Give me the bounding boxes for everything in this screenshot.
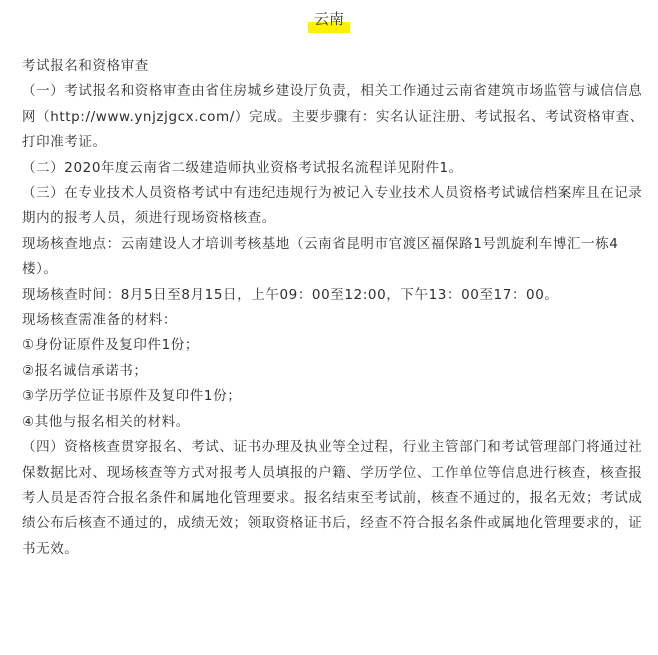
materials-item-id-card: ①身份证原件及复印件1份； [22,337,199,354]
paragraph-process: （二）2020年度云南省二级建造师执业资格考试报名流程详见附件1。 [22,159,463,176]
paragraph-location: 现场核查地点：云南建设人才培训考核基地（云南省昆明市官渡区福保路1号凯旋利车博汇一栋4楼）。 [22,235,619,278]
article-body [22,54,646,562]
materials-item-commitment: ②报名诚信承诺书； [22,362,148,379]
materials-item-other: ④其他与报名相关的材料。 [22,413,190,430]
section-title: 云南 [308,9,350,35]
title-wrapper [0,9,658,35]
paragraph-time: 现场核查时间：8月5日至8月15日，上午09：00至12:00，下午13：00至17：00。 [22,286,559,303]
paragraph-registration: （一）考试报名和资格审查由省住房城乡建设厅负责，相关工作通过云南省建筑市场监管与诚信信息网（http://www.ynjzjgcx.com/）完成。主要步骤有：实名认证注册、考试报名、考试资格审查、打印准考证。 [22,83,644,151]
section-heading: 考试报名和资格审查 [22,58,149,74]
paragraph-materials-heading: 现场核查需准备的材料： [22,312,178,329]
paragraph-onsite-check: （三）在专业技术人员资格考试中有违纪违规行为被记入专业技术人员资格考试诚信档案库且在记录期内的报考人员，须进行现场资格核查。 [22,185,643,227]
paragraph-verification: （四）资格核查贯穿报名、考试、证书办理及执业等全过程，行业主管部门和考试管理部门将通过社保数据比对、现场核查等方式对报考人员填报的户籍、学历学位、工作单位等信息进行核查，核查报考人员是否符合报名条件和属地化管理要求。报名结束至考试前，核查不通过的，报名无效；考试成绩公布后核查不通过的，成绩无效；领取资格证书后，经查不符合报名条件或属地化管理要求的，证书无效。 [22,439,643,557]
materials-item-degree: ③学历学位证书原件及复印件1份； [22,388,242,405]
